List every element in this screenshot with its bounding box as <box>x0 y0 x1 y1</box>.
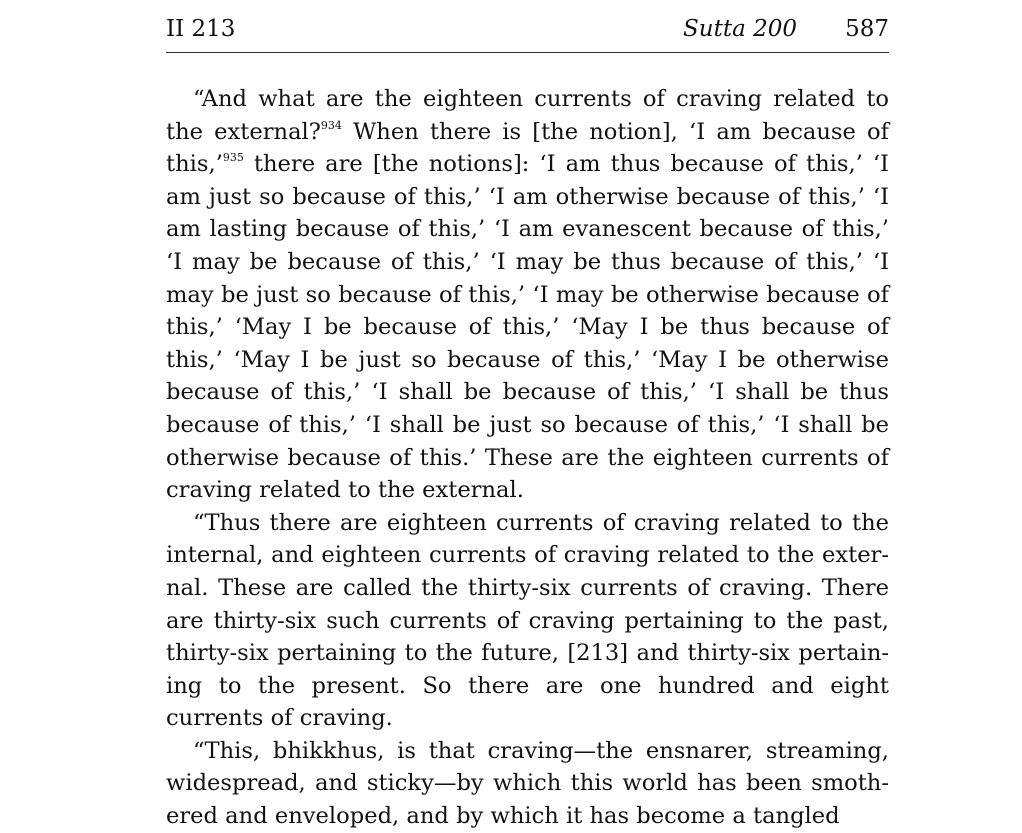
footnote-marker[interactable]: 935 <box>222 151 244 165</box>
paragraph-hundred-eight-currents <box>166 507 889 735</box>
pts-page-reference: II 213 <box>166 16 236 42</box>
footnote-marker[interactable]: 934 <box>320 118 342 132</box>
paragraph-text: When there is [the notion], ‘I am because of this,’ <box>166 118 889 178</box>
paragraph-external-currents <box>166 83 889 507</box>
paragraph-craving-ensnarer <box>166 735 889 833</box>
paragraph-text: nal. These are called the thirty-six currents of craving. There are thirty-six such currents of craving pertaining to the past, thirty-six pertaining to the future, [213] and thirty-six pertain- <box>166 574 889 667</box>
book-page <box>166 14 889 833</box>
body-text <box>166 83 889 833</box>
paragraph-text: there are [the notions]: ‘I am thus because of this,’ ‘I am just so because of this,’ ‘I am otherwise because of this,’ ‘I am lasting because of this,’ ‘I am evanescent because of this,’ ‘I may be because of this,’ ‘I may be thus because of this,’ ‘I may be just so because of this,’ ‘I may be otherwise because of this,’ ‘May I be because of this,’ ‘May I be thus because of this,’ ‘May I be just so because of this,’ ‘May I be otherwise because of this,’ ‘I shall be because of this,’ ‘I shall be thus because of this,’ ‘I shall be just so because of this,’ ‘I shall be otherwise because of this.’ These are the eighteen currents of craving related to the external. <box>166 151 889 504</box>
running-header <box>166 14 889 53</box>
paragraph-text: ing to the present. So there are one hundred and eight currents of craving. <box>166 672 889 732</box>
sutta-title: Sutta 200 <box>683 16 797 42</box>
paragraph-text: “Thus there are eighteen currents of craving related to the internal, and eighteen currents of craving related to the exter- <box>166 509 889 569</box>
paragraph-text: “And what are the eighteen currents of craving related to the external? <box>166 86 889 145</box>
paragraph-text: ered and enveloped, and by which it has become a tangled <box>166 803 840 830</box>
paragraph-text: “This, bhikkhus, is that craving—the ensnarer, streaming, widespread, and sticky—by which this world has been smoth- <box>166 737 889 797</box>
page-number: 587 <box>845 16 889 42</box>
